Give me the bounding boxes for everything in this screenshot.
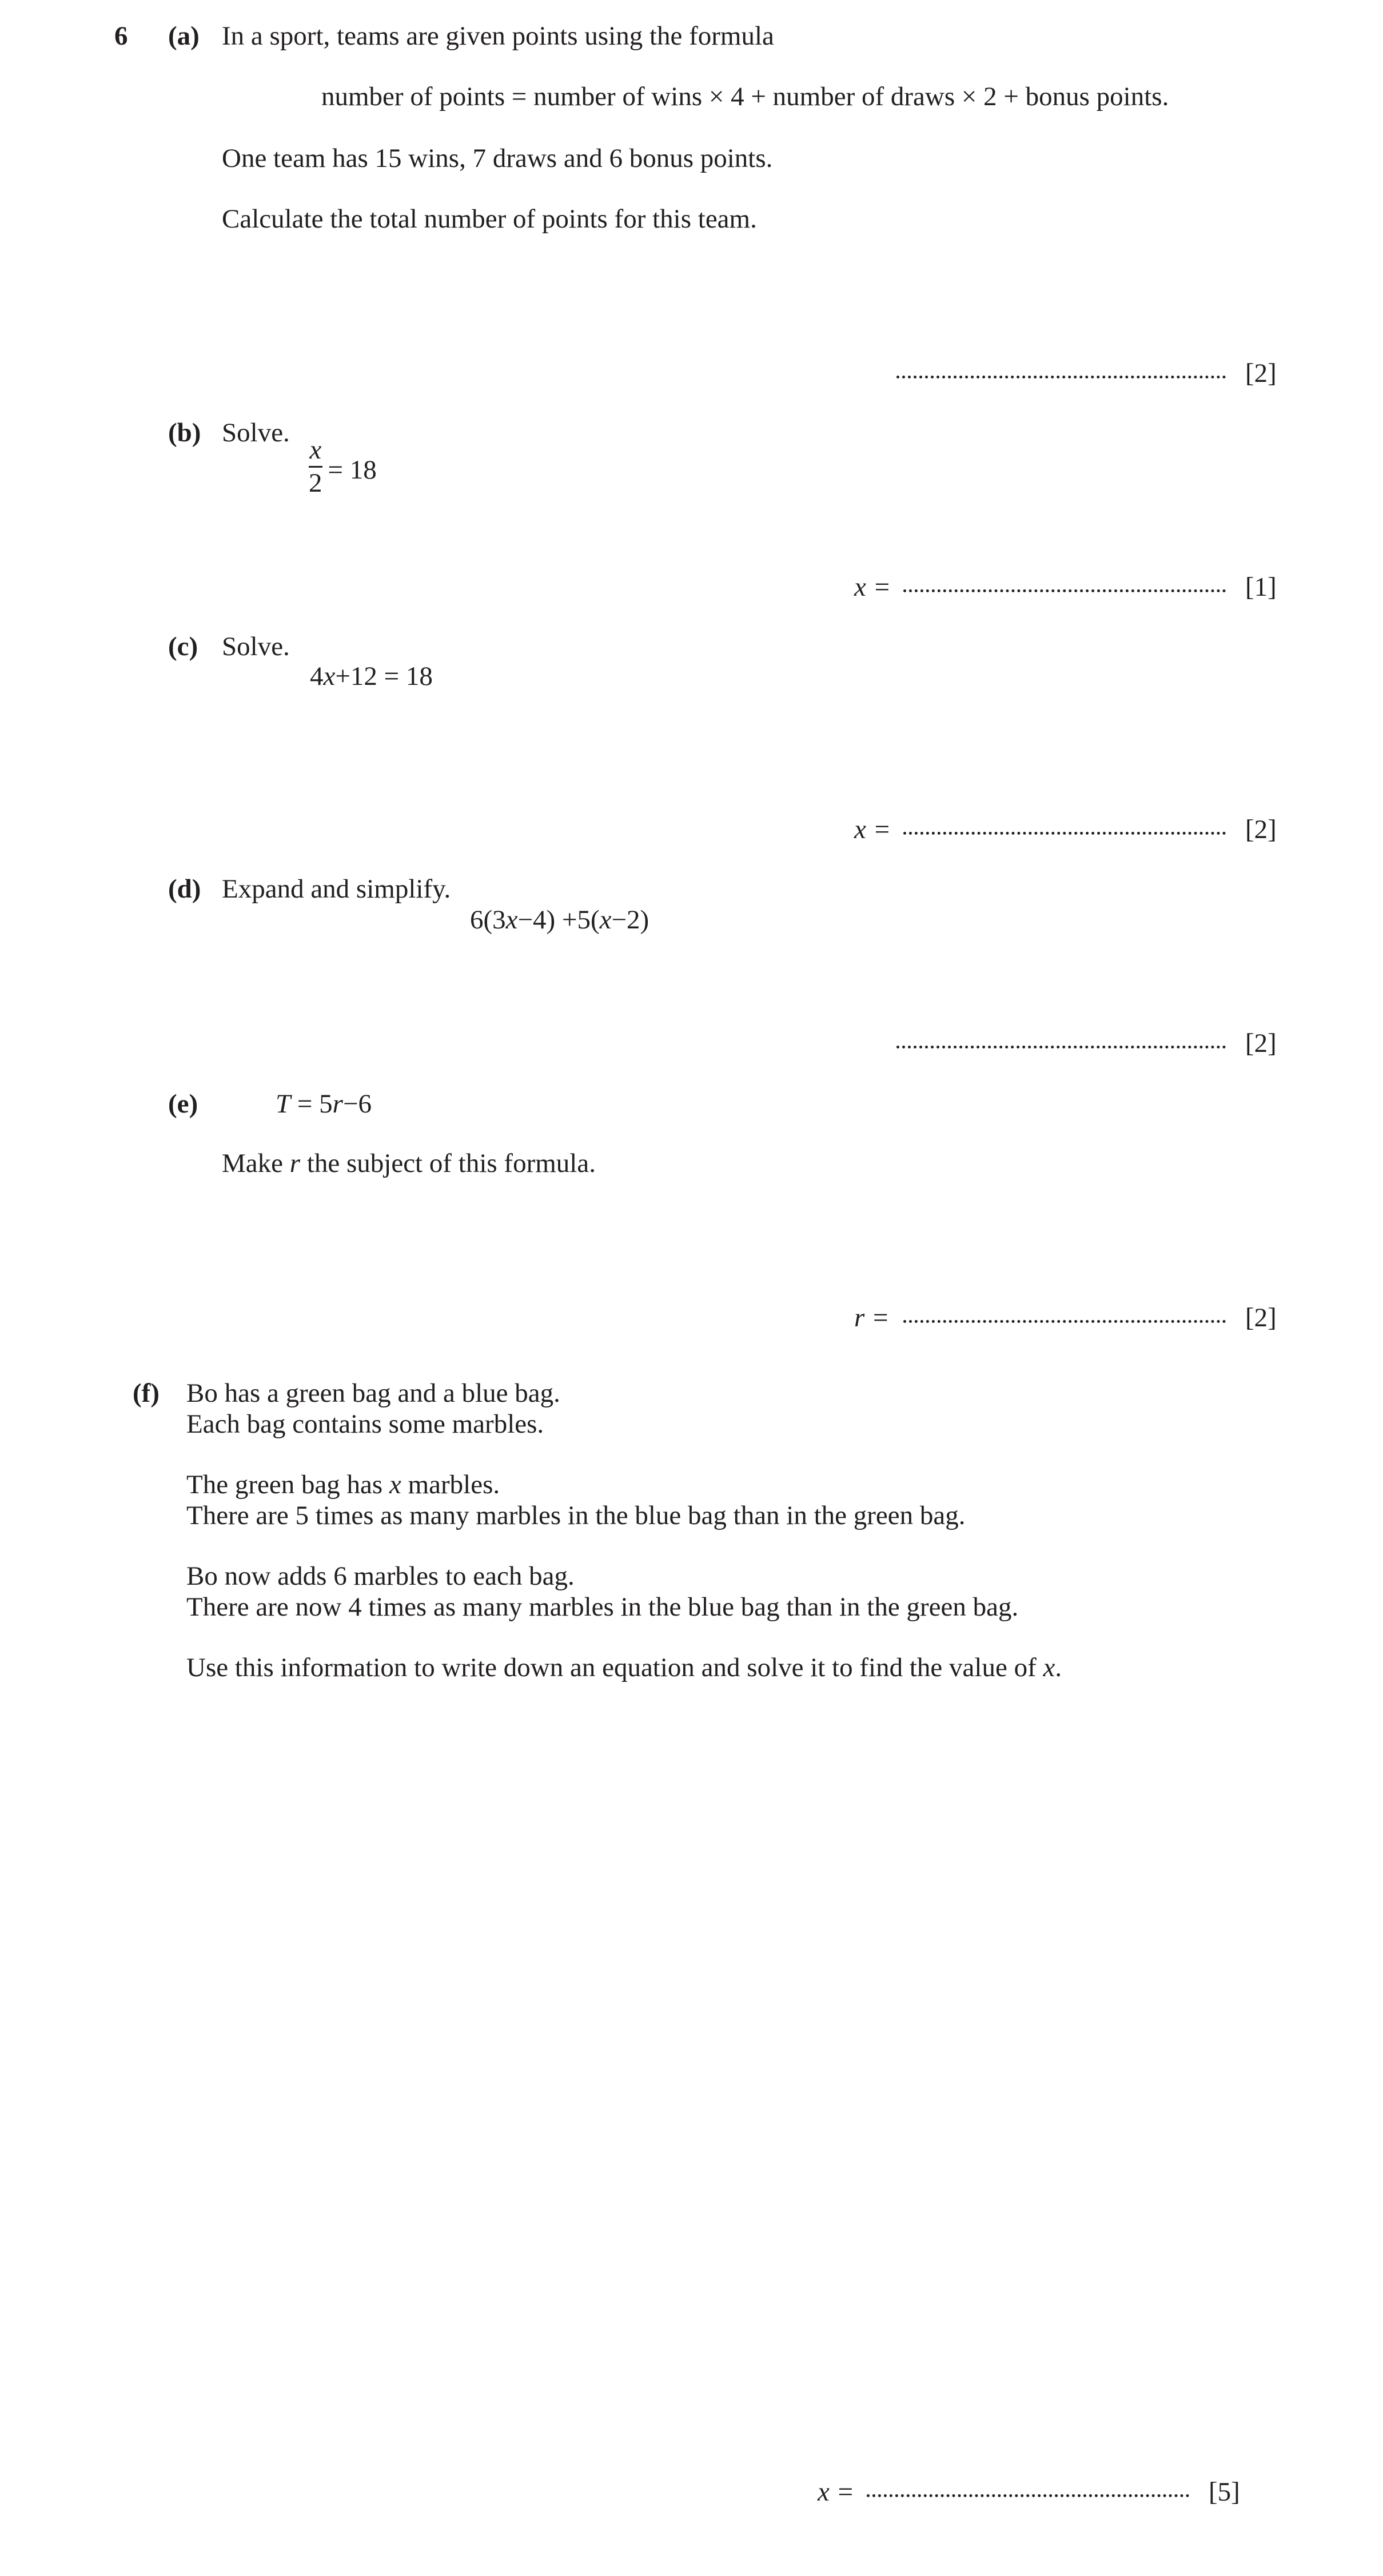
part-f-answer-var: x =: [818, 2477, 855, 2507]
part-e-formula-end: −6: [342, 1089, 372, 1119]
part-f-label: (f): [133, 1378, 160, 1408]
part-e-answer-var: r =: [854, 1303, 890, 1333]
part-f-line7-post: .: [1055, 1653, 1062, 1682]
part-a-info: One team has 15 wins, 7 draws and 6 bonus points.: [222, 143, 773, 173]
part-f-line3-var: x: [389, 1470, 401, 1500]
part-b-equation: [309, 435, 377, 500]
part-d-expr-3: −2): [611, 905, 649, 935]
part-d-expr-1: 6(3: [470, 905, 506, 935]
part-e-task-var: r: [289, 1149, 301, 1178]
part-e-answer-line[interactable]: [903, 1302, 1226, 1333]
part-c-eq-var: x: [323, 661, 336, 691]
part-f-line4: There are 5 times as many marbles in the blue bag than in the green bag.: [186, 1501, 966, 1530]
part-f-line3-pre: The green bag has: [186, 1470, 389, 1500]
part-e-task: [222, 1148, 596, 1179]
part-f-line7: [186, 1652, 1062, 1683]
part-e-marks: [2]: [1245, 1303, 1277, 1333]
part-f-line1: Bo has a green bag and a blue bag.: [186, 1378, 560, 1408]
part-d-expr-var1: x: [505, 905, 518, 935]
part-c-task: Solve.: [222, 632, 290, 661]
part-a-formula: number of points = number of wins × 4 + number of draws × 2 + bonus points.: [321, 82, 1169, 111]
part-f-line7-var: x: [1043, 1653, 1055, 1682]
part-a-answer-line[interactable]: [896, 358, 1226, 389]
part-d-answer-line[interactable]: [896, 1028, 1226, 1059]
part-f-line6: There are now 4 times as many marbles in the blue bag than in the green bag.: [186, 1592, 1019, 1622]
part-e-label: (e): [168, 1089, 198, 1119]
part-c-eq-b: +12 = 18: [335, 661, 433, 691]
part-d-task: Expand and simplify.: [222, 874, 451, 904]
question-number: 6: [114, 21, 128, 51]
part-e-task-pre: Make: [222, 1149, 290, 1178]
part-f-line2: Each bag contains some marbles.: [186, 1409, 544, 1439]
part-e-formula-mid: = 5: [290, 1089, 333, 1119]
part-f-answer-line[interactable]: [867, 2477, 1189, 2507]
part-e-formula-t: T: [276, 1089, 291, 1119]
part-c-eq-a: 4: [310, 661, 324, 691]
part-f-line3-post: marbles.: [401, 1470, 500, 1500]
part-e-task-post: the subject of this formula.: [300, 1149, 596, 1178]
part-b-marks: [1]: [1245, 572, 1277, 602]
part-a-intro: In a sport, teams are given points using the formula: [222, 21, 774, 51]
part-c-marks: [2]: [1245, 815, 1277, 844]
part-e-formula-r: r: [332, 1089, 343, 1119]
part-c-answer-var: x =: [854, 815, 891, 844]
part-a-task: Calculate the total number of points for this team.: [222, 204, 757, 234]
part-b-answer-line[interactable]: [903, 572, 1226, 603]
part-c-answer-line[interactable]: [903, 814, 1226, 845]
part-b-frac-den: 2: [309, 468, 322, 498]
part-b-label: (b): [168, 418, 201, 448]
part-d-expr-2: −4) +5(: [517, 905, 600, 935]
part-b-eq-rhs: = 18: [328, 455, 377, 485]
part-f-marks: [5]: [1209, 2477, 1240, 2507]
part-b-frac-num: x: [309, 435, 322, 465]
part-b-answer-var: x =: [854, 572, 891, 602]
part-f-line3: [186, 1469, 500, 1500]
part-a-label: (a): [168, 21, 200, 51]
part-c-label: (c): [168, 632, 198, 661]
part-c-equation: [310, 661, 433, 692]
part-d-expr-var2: x: [599, 905, 612, 935]
part-a-marks: [2]: [1245, 358, 1277, 388]
part-f-line7-pre: Use this information to write down an equation and solve it to find the value of: [186, 1653, 1043, 1682]
part-b-task: Solve.: [222, 418, 290, 448]
part-f-line5: Bo now adds 6 marbles to each bag.: [186, 1561, 575, 1591]
part-b-fraction: [309, 437, 322, 497]
part-e-formula: [276, 1088, 372, 1119]
part-d-marks: [2]: [1245, 1028, 1277, 1058]
part-d-expression: [470, 904, 649, 935]
part-d-label: (d): [168, 874, 201, 904]
